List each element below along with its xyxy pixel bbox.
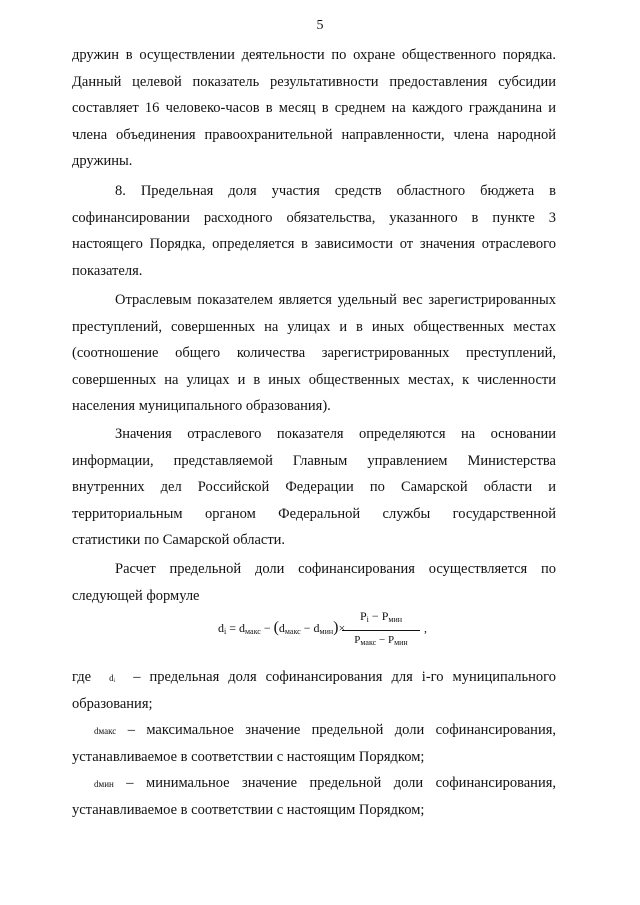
formula-lhs: $d_i = d_{макс} - (d_{макс} - d_{мин})\times$ (218, 619, 346, 636)
definition-dmin (72, 770, 556, 823)
paragraph-indicator (72, 287, 556, 420)
cofinancing-formula (218, 608, 438, 650)
text-line: образования; (72, 695, 153, 712)
text-line: 8. Предельная доля участия средств областного бюджета в (115, 183, 556, 199)
text-line: следующей формуле (72, 587, 200, 604)
text-line: Расчет предельной доли софинансирования осуществляется по (115, 561, 556, 577)
text-line: дружины. (72, 153, 133, 170)
text-line: статистики по Самарской области. (72, 532, 286, 549)
formula-denominator: $P_{макс} - P_{мин}$ (354, 634, 408, 647)
definition-di (72, 664, 556, 717)
symbol-dmin: dмин (94, 779, 114, 789)
formula-comma: , (424, 621, 427, 635)
definition-dmaks (72, 717, 556, 770)
text-line: дружин в осуществлении деятельности по охране общественного порядка. (72, 47, 556, 63)
text-line: территориальным органом Федеральной службы государственной (72, 505, 556, 522)
formula-fraction (342, 608, 420, 650)
text-line: (соотношение общего количества зарегистрированных преступлений, (72, 345, 556, 362)
text-line: устанавливаемое в соответствии с настоящим Порядком; (72, 801, 425, 818)
text-line: совершенных на улицах и в иных общественных местах, к численности (72, 371, 556, 388)
text-line: где dᵢ – предельная доля софинансирования для i-го муниципального (72, 669, 557, 685)
text-line: составляет 16 человеко-часов в месяц в среднем на каждого гражданина и (72, 100, 556, 117)
symbol-di: dᵢ (109, 673, 116, 683)
text-line: dмакс – максимальное значение предельной доли софинансирования, (94, 722, 556, 738)
page-number: 5 (316, 18, 324, 33)
text-line: преступлений, совершенных на улицах и в иных общественных местах (72, 318, 556, 335)
text-line: Данный целевой показатель результативности предоставления субсидии (72, 73, 556, 90)
text-line: члена объединения правоохранительной направленности, члена народной (72, 126, 556, 143)
paragraph-continuation (72, 42, 556, 175)
text-line: софинансировании расходного обязательства, указанного в пункте 3 (72, 209, 556, 226)
paragraph-item-8 (72, 178, 556, 284)
text-line: настоящего Порядка, определяется в зависимости от значения отраслевого (72, 236, 556, 253)
text-line: устанавливаемое в соответствии с настоящим Порядком; (72, 748, 425, 765)
text-line: dмин – минимальное значение предельной доли софинансирования, (94, 775, 556, 791)
formula-numerator: $P_i - P_{мин}$ (359, 609, 402, 624)
text-line: Значения отраслевого показателя определяются на основании (115, 426, 556, 442)
text-line: внутренних дел Российской Федерации по Самарской области и (72, 479, 556, 496)
text-line: показателя. (72, 262, 143, 279)
symbol-dmaks: dмакс (94, 726, 117, 736)
paragraph-indicator-values (72, 421, 556, 554)
text-line: информации, представляемой Главным управлением Министерства (72, 452, 556, 469)
paragraph-formula-intro (72, 556, 556, 609)
text-line: населения муниципального образования). (72, 398, 331, 415)
fraction-bar (342, 630, 420, 631)
text-line: Отраслевым показателем является удельный вес зарегистрированных (115, 292, 556, 308)
